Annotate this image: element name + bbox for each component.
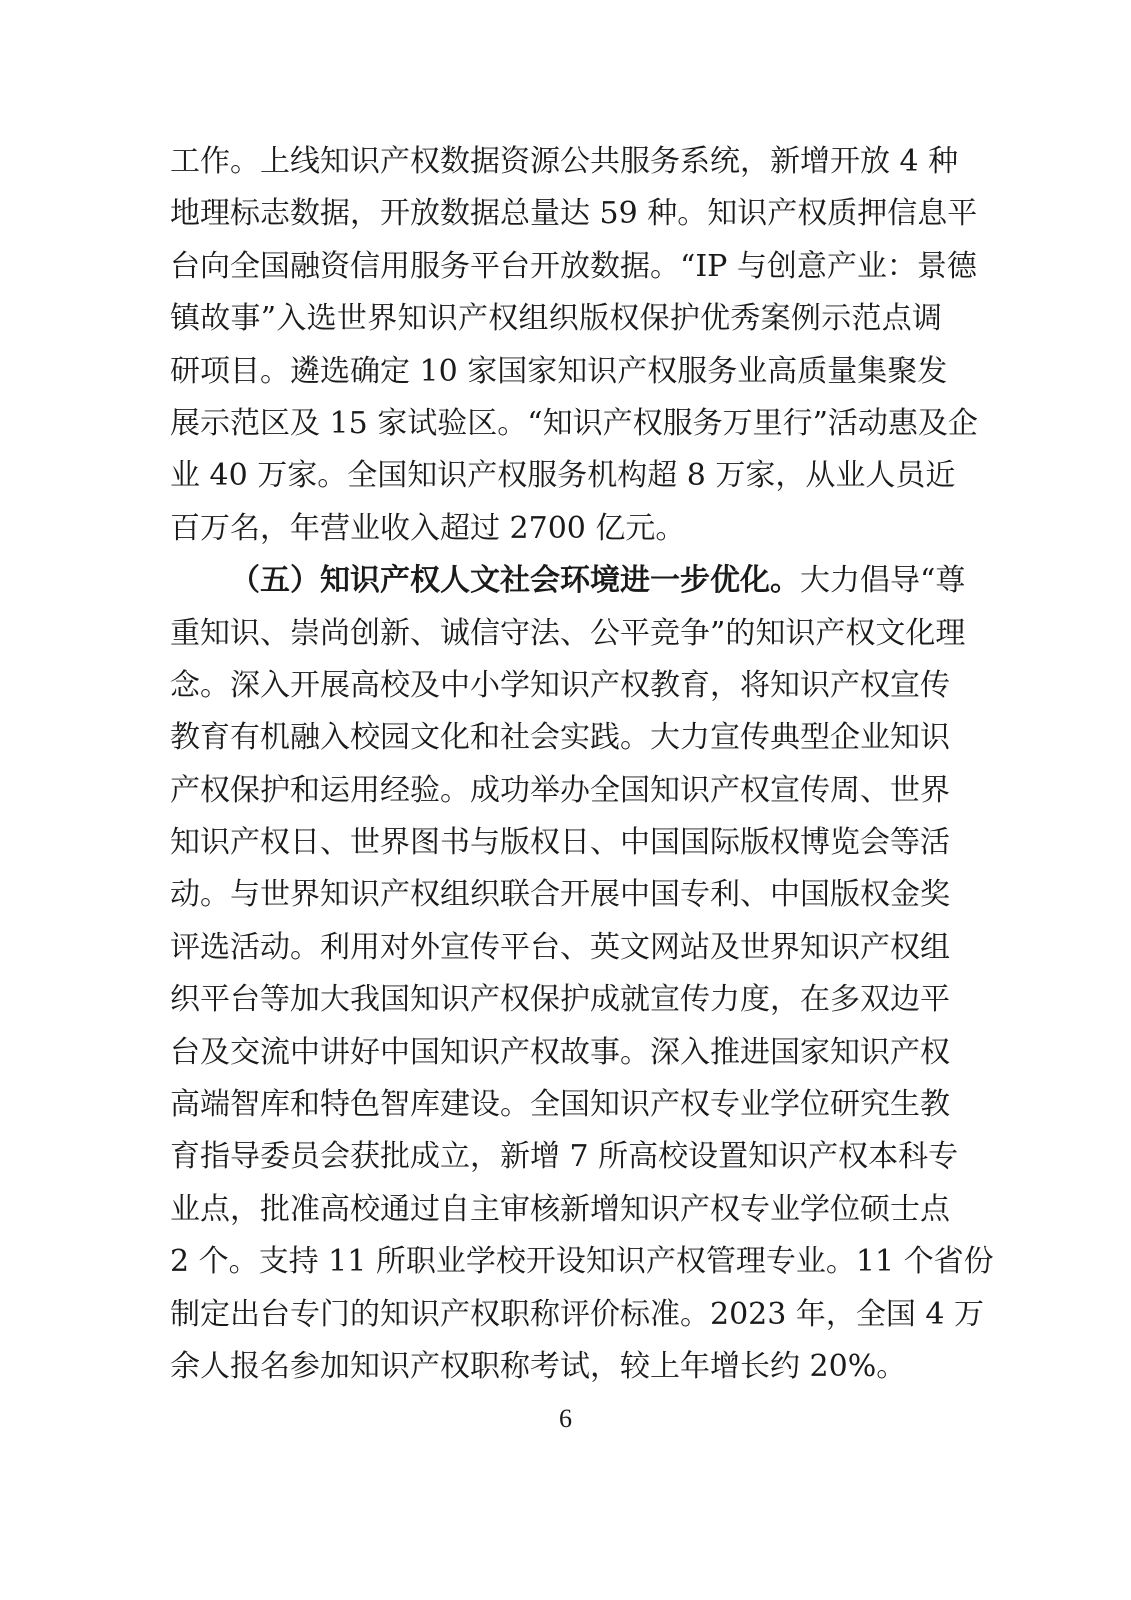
document-body (170, 136, 994, 1393)
paragraph-service-system (170, 136, 978, 555)
text-line: 镇故事”入选世界知识产权组织版权保护优秀案例示范点调 (170, 301, 942, 337)
text-line: 业 40 万家。全国知识产权服务机构超 8 万家，从业人员近 (170, 458, 956, 494)
text-line: 工作。上线知识产权数据资源公共服务系统，新增开放 4 种 (170, 144, 959, 179)
text-line: 评选活动。利用对外宣传平台、英文网站及世界知识产权组 (170, 929, 950, 965)
paragraph-cultural-environment (170, 555, 994, 1393)
text-line: 展示范区及 15 家试验区。“知识产权服务万里行”活动惠及企 (170, 405, 978, 441)
text-line: 织平台等加大我国知识产权保护成就宣传力度，在多双边平 (170, 982, 950, 1018)
text-line: 百万名，年营业收入超过 2700 亿元。 (170, 510, 686, 546)
text-line: 念。深入开展高校及中小学知识产权教育，将知识产权宣传 (170, 667, 950, 703)
section-first-line (170, 555, 966, 607)
text-line: 2 个。支持 11 所职业学校开设知识产权管理专业。11 个省份 (170, 1244, 994, 1280)
text-line: 制定出台专门的知识产权职称评价标准。2023 年，全国 4 万 (170, 1296, 985, 1332)
text-line: 余人报名参加知识产权职称考试，较上年增长约 20%。 (170, 1348, 907, 1384)
page-number: 6 (559, 1404, 572, 1433)
text-line: 知识产权日、世界图书与版权日、中国国际版权博览会等活 (170, 825, 950, 861)
text-line: 台向全国融资信用服务平台开放数据。“IP 与创意产业：景德 (170, 248, 977, 284)
text-line: 地理标志数据，开放数据总量达 59 种。知识产权质押信息平 (170, 196, 978, 232)
section-heading: （五）知识产权人文社会环境进一步优化。 (230, 563, 800, 599)
text-line: 台及交流中讲好中国知识产权故事。深入推进国家知识产权 (170, 1034, 950, 1070)
text-line: 研项目。遴选确定 10 家国家知识产权服务业高质量集聚发 (170, 353, 948, 389)
text-line: 重知识、崇尚创新、诚信守法、公平竞争”的知识产权文化理 (170, 615, 966, 651)
text-line: 高端智库和特色智库建设。全国知识产权专业学位研究生教 (170, 1087, 950, 1123)
section-first-line-text: 大力倡导“尊 (800, 563, 966, 599)
text-line: 产权保护和运用经验。成功举办全国知识产权宣传周、世界 (170, 772, 950, 808)
text-line: 教育有机融入校园文化和社会实践。大力宣传典型企业知识 (170, 720, 950, 756)
text-line: 动。与世界知识产权组织联合开展中国专利、中国版权金奖 (170, 877, 950, 913)
text-line: 育指导委员会获批成立，新增 7 所高校设置知识产权本科专 (170, 1139, 959, 1175)
text-line: 业点，批准高校通过自主审核新增知识产权专业学位硕士点 (170, 1191, 950, 1227)
